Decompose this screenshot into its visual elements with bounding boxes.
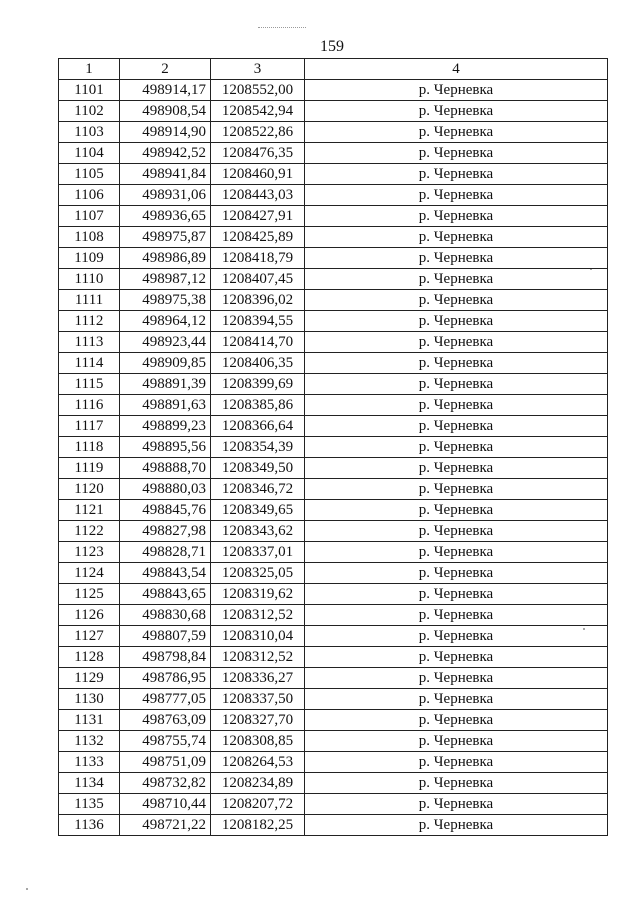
table-row — [59, 815, 608, 836]
y-coordinate-cell: 1208325,05 — [211, 563, 305, 584]
scan-artifact-top — [258, 27, 306, 28]
x-coordinate-cell: 498798,84 — [120, 647, 211, 668]
point-number-cell: 1136 — [59, 815, 120, 836]
y-coordinate-cell: 1208406,35 — [211, 353, 305, 374]
point-number-cell: 1106 — [59, 185, 120, 206]
page-number: 159 — [320, 38, 344, 55]
column-header-object: 4 — [305, 59, 608, 80]
x-coordinate-cell: 498914,17 — [120, 80, 211, 101]
object-name-cell: р. Черневка — [305, 605, 608, 626]
table-row — [59, 647, 608, 668]
object-name-cell: р. Черневка — [305, 80, 608, 101]
point-number-cell: 1133 — [59, 752, 120, 773]
x-coordinate-cell: 498843,54 — [120, 563, 211, 584]
x-coordinate-cell: 498986,89 — [120, 248, 211, 269]
x-coordinate-cell: 498732,82 — [120, 773, 211, 794]
object-name-cell: р. Черневка — [305, 290, 608, 311]
y-coordinate-cell: 1208443,03 — [211, 185, 305, 206]
y-coordinate-cell: 1208418,79 — [211, 248, 305, 269]
point-number-cell: 1119 — [59, 458, 120, 479]
table-row — [59, 164, 608, 185]
x-coordinate-cell: 498880,03 — [120, 479, 211, 500]
y-coordinate-cell: 1208349,65 — [211, 500, 305, 521]
table-row — [59, 290, 608, 311]
y-coordinate-cell: 1208385,86 — [211, 395, 305, 416]
x-coordinate-cell: 498710,44 — [120, 794, 211, 815]
table-row — [59, 227, 608, 248]
point-number-cell: 1135 — [59, 794, 120, 815]
x-coordinate-cell: 498891,39 — [120, 374, 211, 395]
table-row — [59, 185, 608, 206]
y-coordinate-cell: 1208182,25 — [211, 815, 305, 836]
object-name-cell: р. Черневка — [305, 416, 608, 437]
y-coordinate-cell: 1208522,86 — [211, 122, 305, 143]
point-number-cell: 1105 — [59, 164, 120, 185]
table-row — [59, 248, 608, 269]
table-row — [59, 794, 608, 815]
y-coordinate-cell: 1208354,39 — [211, 437, 305, 458]
point-number-cell: 1125 — [59, 584, 120, 605]
y-coordinate-cell: 1208319,62 — [211, 584, 305, 605]
y-coordinate-cell: 1208234,89 — [211, 773, 305, 794]
x-coordinate-cell: 498941,84 — [120, 164, 211, 185]
table-row — [59, 689, 608, 710]
x-coordinate-cell: 498914,90 — [120, 122, 211, 143]
point-number-cell: 1108 — [59, 227, 120, 248]
object-name-cell: р. Черневка — [305, 710, 608, 731]
point-number-cell: 1127 — [59, 626, 120, 647]
table-row — [59, 311, 608, 332]
point-number-cell: 1112 — [59, 311, 120, 332]
point-number-cell: 1117 — [59, 416, 120, 437]
y-coordinate-cell: 1208394,55 — [211, 311, 305, 332]
point-number-cell: 1131 — [59, 710, 120, 731]
table-row — [59, 143, 608, 164]
point-number-cell: 1132 — [59, 731, 120, 752]
column-header-x: 2 — [120, 59, 211, 80]
object-name-cell: р. Черневка — [305, 584, 608, 605]
x-coordinate-cell: 498975,38 — [120, 290, 211, 311]
point-number-cell: 1115 — [59, 374, 120, 395]
object-name-cell: р. Черневка — [305, 668, 608, 689]
y-coordinate-cell: 1208337,50 — [211, 689, 305, 710]
x-coordinate-cell: 498755,74 — [120, 731, 211, 752]
point-number-cell: 1130 — [59, 689, 120, 710]
y-coordinate-cell: 1208427,91 — [211, 206, 305, 227]
x-coordinate-cell: 498751,09 — [120, 752, 211, 773]
y-coordinate-cell: 1208346,72 — [211, 479, 305, 500]
table-row — [59, 395, 608, 416]
point-number-cell: 1129 — [59, 668, 120, 689]
table-row — [59, 80, 608, 101]
table-row — [59, 500, 608, 521]
object-name-cell: р. Черневка — [305, 437, 608, 458]
y-coordinate-cell: 1208476,35 — [211, 143, 305, 164]
x-coordinate-cell: 498828,71 — [120, 542, 211, 563]
point-number-cell: 1114 — [59, 353, 120, 374]
object-name-cell: р. Черневка — [305, 647, 608, 668]
y-coordinate-cell: 1208399,69 — [211, 374, 305, 395]
x-coordinate-cell: 498845,76 — [120, 500, 211, 521]
object-name-cell: р. Черневка — [305, 479, 608, 500]
table-row — [59, 332, 608, 353]
object-name-cell: р. Черневка — [305, 395, 608, 416]
y-coordinate-cell: 1208425,89 — [211, 227, 305, 248]
x-coordinate-cell: 498909,85 — [120, 353, 211, 374]
x-coordinate-cell: 498936,65 — [120, 206, 211, 227]
point-number-cell: 1118 — [59, 437, 120, 458]
coordinates-table — [58, 58, 608, 836]
object-name-cell: р. Черневка — [305, 773, 608, 794]
x-coordinate-cell: 498964,12 — [120, 311, 211, 332]
table-row — [59, 542, 608, 563]
x-coordinate-cell: 498987,12 — [120, 269, 211, 290]
object-name-cell: р. Черневка — [305, 206, 608, 227]
y-coordinate-cell: 1208312,52 — [211, 647, 305, 668]
object-name-cell: р. Черневка — [305, 563, 608, 584]
table-row — [59, 731, 608, 752]
x-coordinate-cell: 498908,54 — [120, 101, 211, 122]
y-coordinate-cell: 1208407,45 — [211, 269, 305, 290]
object-name-cell: р. Черневка — [305, 143, 608, 164]
object-name-cell: р. Черневка — [305, 374, 608, 395]
x-coordinate-cell: 498786,95 — [120, 668, 211, 689]
point-number-cell: 1110 — [59, 269, 120, 290]
object-name-cell: р. Черневка — [305, 185, 608, 206]
point-number-cell: 1116 — [59, 395, 120, 416]
object-name-cell: р. Черневка — [305, 164, 608, 185]
table-row — [59, 416, 608, 437]
table-header-row — [59, 59, 608, 80]
y-coordinate-cell: 1208349,50 — [211, 458, 305, 479]
y-coordinate-cell: 1208337,01 — [211, 542, 305, 563]
point-number-cell: 1128 — [59, 647, 120, 668]
point-number-cell: 1124 — [59, 563, 120, 584]
table-row — [59, 101, 608, 122]
table-row — [59, 374, 608, 395]
column-header-number: 1 — [59, 59, 120, 80]
y-coordinate-cell: 1208312,52 — [211, 605, 305, 626]
object-name-cell: р. Черневка — [305, 269, 608, 290]
x-coordinate-cell: 498923,44 — [120, 332, 211, 353]
x-coordinate-cell: 498891,63 — [120, 395, 211, 416]
y-coordinate-cell: 1208327,70 — [211, 710, 305, 731]
table-row — [59, 710, 608, 731]
point-number-cell: 1111 — [59, 290, 120, 311]
object-name-cell: р. Черневка — [305, 353, 608, 374]
table-row — [59, 605, 608, 626]
object-name-cell: р. Черневка — [305, 458, 608, 479]
object-name-cell: р. Черневка — [305, 101, 608, 122]
y-coordinate-cell: 1208207,72 — [211, 794, 305, 815]
column-header-y: 3 — [211, 59, 305, 80]
y-coordinate-cell: 1208343,62 — [211, 521, 305, 542]
object-name-cell: р. Черневка — [305, 500, 608, 521]
y-coordinate-cell: 1208542,94 — [211, 101, 305, 122]
object-name-cell: р. Черневка — [305, 752, 608, 773]
y-coordinate-cell: 1208310,04 — [211, 626, 305, 647]
x-coordinate-cell: 498888,70 — [120, 458, 211, 479]
object-name-cell: р. Черневка — [305, 626, 608, 647]
y-coordinate-cell: 1208264,53 — [211, 752, 305, 773]
table-row — [59, 773, 608, 794]
point-number-cell: 1123 — [59, 542, 120, 563]
y-coordinate-cell: 1208460,91 — [211, 164, 305, 185]
object-name-cell: р. Черневка — [305, 227, 608, 248]
table-row — [59, 584, 608, 605]
x-coordinate-cell: 498721,22 — [120, 815, 211, 836]
point-number-cell: 1102 — [59, 101, 120, 122]
y-coordinate-cell: 1208308,85 — [211, 731, 305, 752]
x-coordinate-cell: 498895,56 — [120, 437, 211, 458]
point-number-cell: 1103 — [59, 122, 120, 143]
point-number-cell: 1134 — [59, 773, 120, 794]
table-row — [59, 668, 608, 689]
y-coordinate-cell: 1208552,00 — [211, 80, 305, 101]
x-coordinate-cell: 498827,98 — [120, 521, 211, 542]
point-number-cell: 1121 — [59, 500, 120, 521]
table-row — [59, 122, 608, 143]
x-coordinate-cell: 498830,68 — [120, 605, 211, 626]
point-number-cell: 1104 — [59, 143, 120, 164]
table-row — [59, 353, 608, 374]
object-name-cell: р. Черневка — [305, 521, 608, 542]
table-row — [59, 458, 608, 479]
object-name-cell: р. Черневка — [305, 542, 608, 563]
object-name-cell: р. Черневка — [305, 794, 608, 815]
point-number-cell: 1113 — [59, 332, 120, 353]
point-number-cell: 1109 — [59, 248, 120, 269]
table-row — [59, 479, 608, 500]
x-coordinate-cell: 498763,09 — [120, 710, 211, 731]
y-coordinate-cell: 1208336,27 — [211, 668, 305, 689]
table-row — [59, 437, 608, 458]
x-coordinate-cell: 498899,23 — [120, 416, 211, 437]
table-row — [59, 752, 608, 773]
x-coordinate-cell: 498942,52 — [120, 143, 211, 164]
object-name-cell: р. Черневка — [305, 311, 608, 332]
x-coordinate-cell: 498807,59 — [120, 626, 211, 647]
y-coordinate-cell: 1208396,02 — [211, 290, 305, 311]
table-row — [59, 563, 608, 584]
object-name-cell: р. Черневка — [305, 332, 608, 353]
table-body — [59, 80, 608, 836]
x-coordinate-cell: 498975,87 — [120, 227, 211, 248]
x-coordinate-cell: 498843,65 — [120, 584, 211, 605]
object-name-cell: р. Черневка — [305, 815, 608, 836]
y-coordinate-cell: 1208414,70 — [211, 332, 305, 353]
x-coordinate-cell: 498931,06 — [120, 185, 211, 206]
point-number-cell: 1126 — [59, 605, 120, 626]
x-coordinate-cell: 498777,05 — [120, 689, 211, 710]
object-name-cell: р. Черневка — [305, 689, 608, 710]
point-number-cell: 1107 — [59, 206, 120, 227]
point-number-cell: 1101 — [59, 80, 120, 101]
table-row — [59, 626, 608, 647]
table-row — [59, 206, 608, 227]
table-row — [59, 521, 608, 542]
object-name-cell: р. Черневка — [305, 122, 608, 143]
table-row — [59, 269, 608, 290]
y-coordinate-cell: 1208366,64 — [211, 416, 305, 437]
point-number-cell: 1120 — [59, 479, 120, 500]
object-name-cell: р. Черневка — [305, 731, 608, 752]
point-number-cell: 1122 — [59, 521, 120, 542]
object-name-cell: р. Черневка — [305, 248, 608, 269]
scan-speck — [26, 888, 28, 890]
